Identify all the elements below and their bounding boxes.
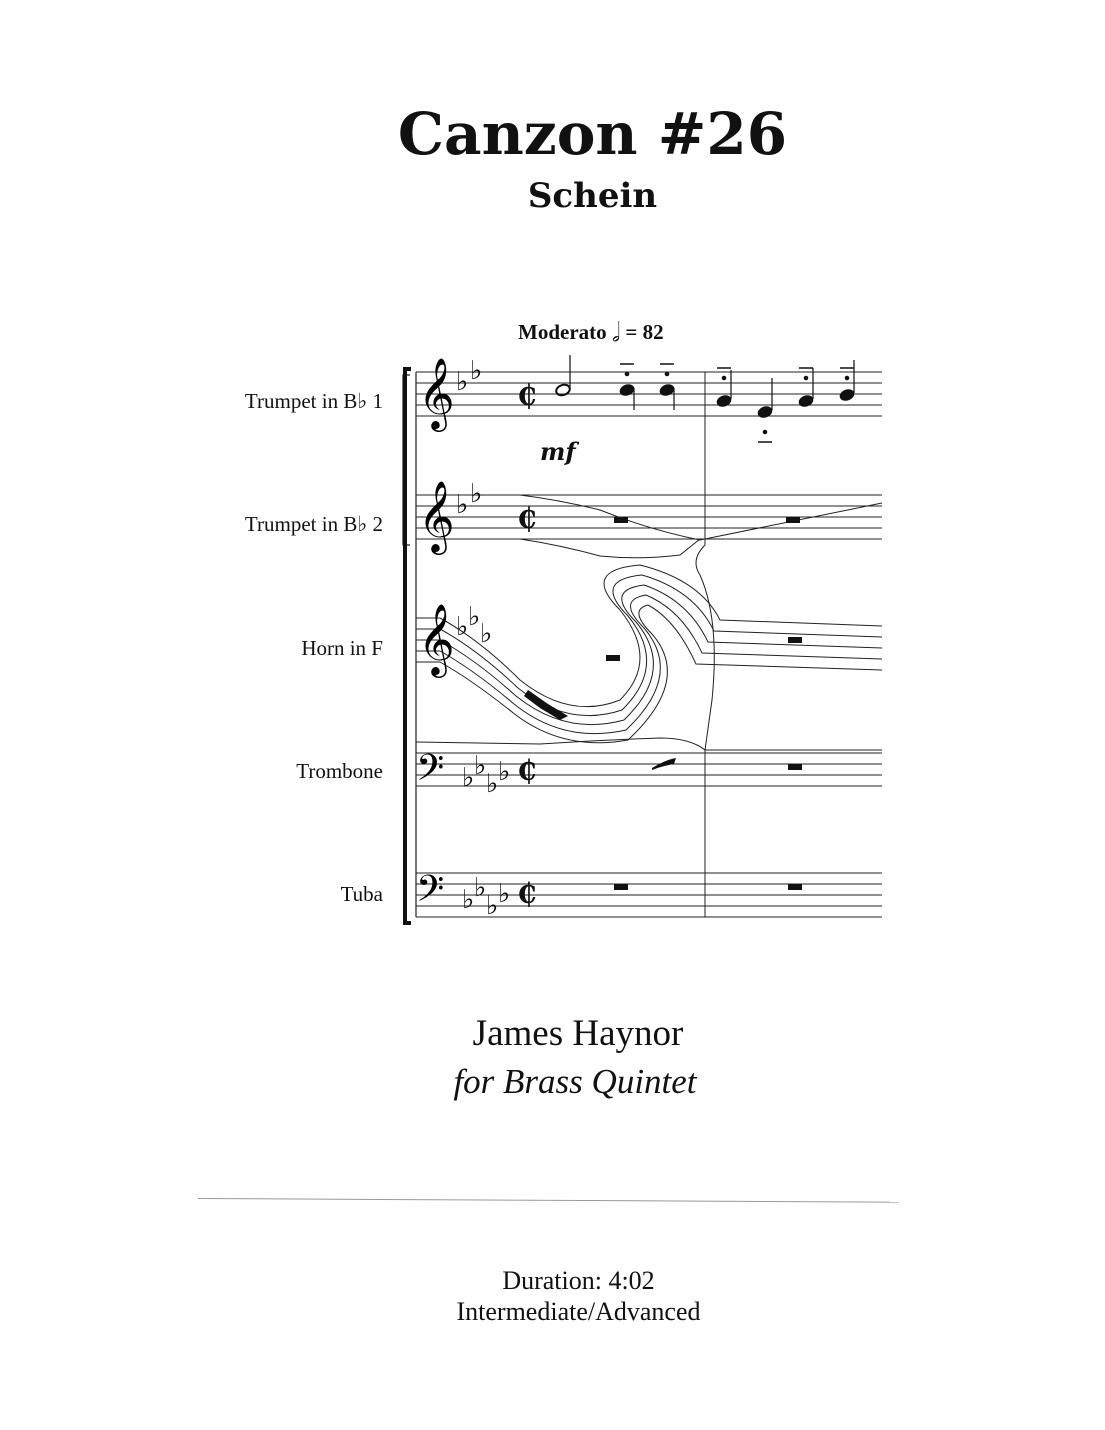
staff-trumpet-2	[416, 495, 882, 558]
svg-text:♭: ♭	[468, 602, 481, 632]
svg-text:♭: ♭	[456, 490, 469, 520]
composer-name: James Haynor	[472, 1013, 684, 1054]
instrument-label-horn: Horn in F	[301, 636, 383, 660]
half-note-icon: 𝅗𝅥	[611, 318, 621, 347]
treble-clef-icon: 𝄞	[418, 602, 455, 675]
svg-text:♭: ♭	[470, 479, 483, 509]
cut-time-icon: ₵	[517, 379, 537, 412]
treble-clef-icon: 𝄞	[418, 356, 455, 429]
system-bracket	[405, 369, 411, 923]
whole-rest	[788, 884, 802, 890]
instrument-label-trumpet-2: Trumpet in B♭ 2	[244, 512, 383, 536]
whole-rest	[788, 764, 802, 770]
piece-subtitle: Schein	[527, 176, 658, 216]
level-text: Intermediate/Advanced	[456, 1297, 701, 1326]
tempo-value: = 82	[625, 320, 664, 344]
ensemble-line: for Brass Quintet	[453, 1062, 697, 1101]
tempo-text: Moderato	[518, 320, 607, 344]
whole-rest	[786, 517, 800, 523]
cut-time-icon: ₵	[517, 502, 537, 535]
svg-text:♭: ♭	[498, 757, 511, 787]
bass-clef-icon: 𝄢	[416, 868, 445, 919]
whole-rest	[614, 517, 628, 523]
svg-text:♭: ♭	[486, 891, 499, 921]
cut-time-icon: ₵	[517, 754, 537, 787]
svg-text:♭: ♭	[486, 769, 499, 799]
whole-rest	[788, 637, 802, 643]
svg-text:♭: ♭	[462, 763, 475, 793]
svg-text:♭: ♭	[474, 751, 487, 781]
quarter-note	[798, 394, 815, 408]
quarter-note	[839, 388, 856, 402]
quarter-note	[716, 394, 733, 408]
instrument-label-trumpet-1: Trumpet in B♭ 1	[244, 389, 383, 413]
quarter-note	[619, 383, 636, 397]
svg-text:♭: ♭	[474, 873, 487, 903]
whole-rest	[606, 655, 620, 661]
staff-trumpet-1	[416, 372, 882, 416]
treble-clef-icon: 𝄞	[418, 479, 455, 552]
piece-title: Canzon #26	[397, 100, 788, 168]
half-note	[555, 383, 572, 397]
cut-time-icon: ₵	[517, 877, 537, 910]
bass-clef-icon: 𝄢	[416, 747, 445, 798]
svg-text:♭: ♭	[480, 619, 493, 649]
quarter-note	[659, 383, 676, 397]
staff-horn	[416, 565, 882, 743]
svg-text:♭: ♭	[498, 879, 511, 909]
duration-text: Duration: 4:02	[502, 1266, 655, 1295]
instrument-label-tuba: Tuba	[340, 882, 383, 906]
svg-text:♭: ♭	[470, 356, 483, 386]
svg-text:♭: ♭	[456, 612, 469, 642]
measure-barline	[696, 372, 714, 917]
dynamic-mark: mf	[540, 437, 576, 466]
whole-rest	[614, 884, 628, 890]
svg-text:♭: ♭	[456, 367, 469, 397]
instrument-label-trombone: Trombone	[296, 759, 383, 783]
quarter-note	[757, 405, 774, 419]
svg-text:♭: ♭	[462, 885, 475, 915]
